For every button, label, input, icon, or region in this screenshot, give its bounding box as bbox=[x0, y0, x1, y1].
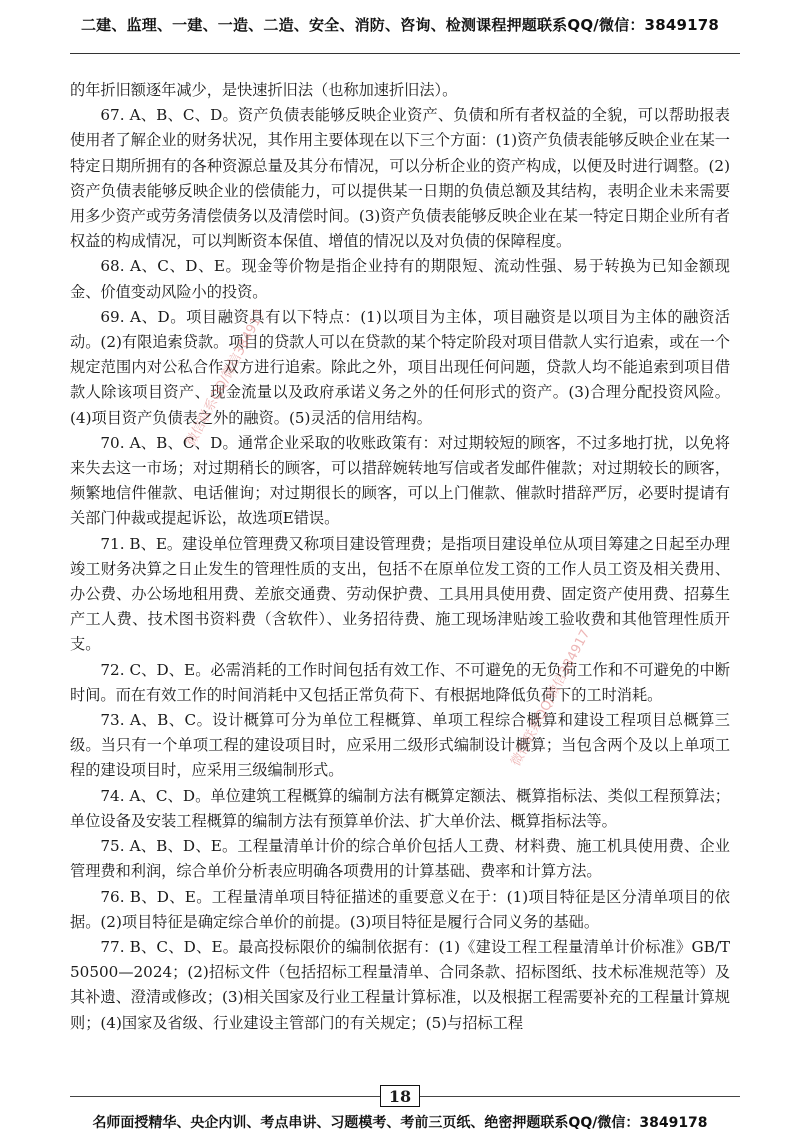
paragraph-answer-67: 67. A、B、C、D。资产负债表能够反映企业资产、负债和所有者权益的全貌，可以帮助报表使用者了解企业的财务状况，其作用主要体现在以下三个方面：(1)资产负债表能够反映企业在某一特定日期所拥有的各种资源总量及其分布情况，可以分析企业的资产构成，以便及时进行调整。(2)资产负债表能够反映企业的偿债能力，可以提供某一日期的负债总额及其结构，表明企业未来需要用多少资产或劳务清偿债务以及清偿时间。(3)资产负债表能够反映企业在某一特定日期企业所有者权益的构成情况，可以判断资本保值、增值的情况以及对负债的保障程度。 bbox=[70, 106, 730, 251]
paragraph-answer-77: 77. B、C、D、E。最高投标限价的编制依据有：(1)《建设工程工程量清单计价标准》GB/T 50500—2024；(2)招标文件（包括招标工程量清单、合同条款、招标图纸、技术标准规范等）及其补遗、澄清或修改；(3)相关国家及行业工程量计算标准，以及根据工程需要补充的工程量计算规则；(4)国家及省级、行业建设主管部门的有关规定；(5)与招标工程 bbox=[70, 937, 730, 1032]
page-number: 18 bbox=[380, 1085, 420, 1107]
paragraph-answer-72: 72. C、D、E。必需消耗的工作时间包括有效工作、不可避免的无负荷工作和不可避免的中断时间。而在有效工作的时间消耗中又包括正常负荷下、有根据地降低负荷下的工时消耗。 bbox=[70, 660, 730, 704]
paragraph-answer-68: 68. A、C、D、E。现金等价物是指企业持有的期限短、流动性强、易于转换为已知金额现金、价值变动风险小的投资。 bbox=[70, 257, 730, 301]
paragraph-answer-75: 75. A、B、D、E。工程量清单计价的综合单价包括人工费、材料费、施工机具使用费、企业管理费和利润，综合单价分析表应明确各项费用的计算基础、费率和计算方法。 bbox=[70, 837, 730, 881]
paragraph-answer-73: 73. A、B、C。设计概算可分为单位工程概算、单项工程综合概算和建设工程项目总概算三级。当只有一个单项工程的建设项目时，应采用二级形式编制设计概算；当包含两个及以上单项工程的建设项目时，应采用三级编制形式。 bbox=[70, 711, 730, 780]
paragraph-answer-70: 70. A、B、C、D。通常企业采取的收账政策有：对过期较短的顾客，不过多地打扰，以免将来失去这一市场；对过期稍长的顾客，可以措辞婉转地写信或者发邮件催款；对过期较长的顾客，频繁地信件催款、电话催询；对过期很长的顾客，可以上门催款、催款时措辞严厉，必要时提请有关部门仲裁或提起诉讼，故选项E错误。 bbox=[70, 433, 730, 528]
watermark: 微信联系QQ/微信384917 bbox=[508, 627, 594, 769]
answer-explanations bbox=[70, 78, 730, 1036]
paragraph-answer-74: 74. A、C、D。单位建筑工程概算的编制方法有概算定额法、概算指标法、类似工程预算法；单位设备及安装工程概算的编制方法有预算单价法、扩大单价法、概算指标法等。 bbox=[70, 786, 730, 830]
paragraph-answer-69: 69. A、D。项目融资具有以下特点：(1)以项目为主体，项目融资是以项目为主体的融资活动。(2)有限追索贷款。项目的贷款人可以在贷款的某个特定阶段对项目借款人实行追索，或在一个规定范围内对公私合作双方进行追索。除此之外，项目出现任何问题，贷款人均不能追索到项目借款人除该项目资产、现金流量以及政府承诺义务之外的任何形式的资产。(3)合理分配投资风险。(4)项目资产负债表之外的融资。(5)灵活的信用结构。 bbox=[70, 307, 730, 427]
paragraph-continued: 的年折旧额逐年减少，是快速折旧法（也称加速折旧法）。 bbox=[70, 81, 458, 99]
footer-banner: 名师面授精华、央企内训、考点串讲、习题模考、考前三页纸、绝密押题联系QQ/微信：3849178 bbox=[92, 1115, 708, 1131]
paragraph-answer-76: 76. B、D、E。工程量清单项目特征描述的重要意义在于：(1)项目特征是区分清单项目的依据。(2)项目特征是确定综合单价的前提。(3)项目特征是履行合同义务的基础。 bbox=[70, 887, 730, 931]
watermark: 微信联系QQ/微信384917 bbox=[183, 307, 269, 449]
paragraph-answer-71: 71. B、E。建设单位管理费又称项目建设管理费；是指项目建设单位从项目筹建之日起至办理竣工财务决算之日止发生的管理性质的支出，包括不在原单位发工资的工作人员工资及相关费用、办公费、办公场地租用费、差旅交通费、劳动保护费、工具用具使用费、固定资产使用费、招募生产工人费、技术图书资料费（含软件）、业务招待费、施工现场津贴竣工验收费和其他管理性质开支。 bbox=[70, 534, 730, 654]
header-divider bbox=[70, 53, 740, 54]
header-banner: 二建、监理、一建、一造、二造、安全、消防、咨询、检测课程押题联系QQ/微信：3849178 bbox=[80, 16, 720, 34]
